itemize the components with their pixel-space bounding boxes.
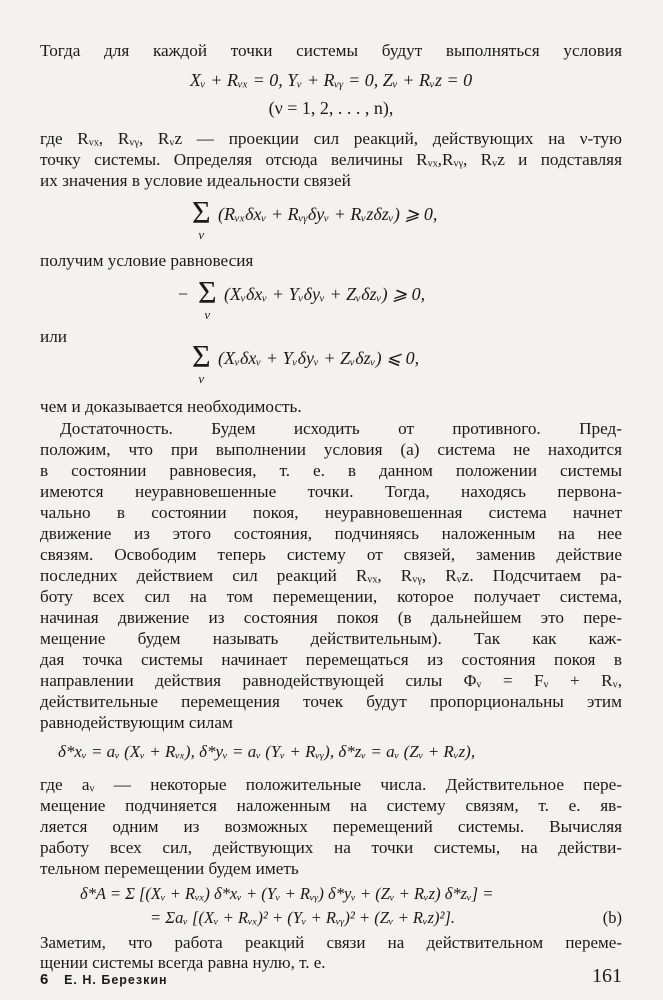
- text-line: связям. Освободим теперь систему от связей, заменив действие: [40, 545, 622, 564]
- equation-equilibrium-condition-alt: [40, 340, 622, 390]
- author-name: Е. Н. Березкин: [64, 973, 168, 987]
- text-line: боту всех сил на том перемещении, которое получает система,: [40, 587, 622, 606]
- signature-mark: 6: [40, 971, 49, 988]
- text-line: щении системы всегда равна нулю, т. е.: [40, 953, 326, 972]
- text-line: последних действием сил реакций Rᵥₓ, Rᵥᵧ, Rᵥz. Подсчитаем ра-: [40, 566, 622, 585]
- text-line: ляется одним из возможных перемещений системы. Вычисляя: [40, 817, 622, 836]
- sum-symbol: Σ ν: [192, 338, 211, 386]
- text-line: мещение подчиняется наложенным на систему связям, т. е. яв-: [40, 796, 622, 815]
- text-line: имеются неуравновешенные точки. Тогда, находясь первона-: [40, 482, 622, 501]
- text-line: получим условие равновесия: [40, 251, 254, 270]
- text-line: направлении действия равнодействующей силы Φᵥ = Fᵥ + Rᵥ,: [40, 671, 622, 690]
- text-line: или: [40, 327, 67, 346]
- text-line: дая точка системы начинает перемещаться из состояния покоя в: [40, 650, 622, 669]
- equation-body: (Xᵥδxᵥ + Yᵥδyᵥ + Zᵥδzᵥ) ⩾ 0,: [224, 284, 426, 304]
- text-line: действительные перемещения точек будут пропорциональны этим: [40, 692, 622, 711]
- equation-body: = Σaᵥ [(Xᵥ + Rᵥₓ)² + (Yᵥ + Rᵥᵧ)² + (Zᵥ + Rᵥz)²].: [150, 908, 456, 927]
- equation-tag: (b): [602, 908, 622, 927]
- text-line: мещение будем называть действительным). Так как каж-: [40, 629, 622, 648]
- text-line: начиная движение из состояния покоя (в дальнейшем это пере-: [40, 608, 622, 627]
- equation-equilibrium-condition: [40, 276, 622, 326]
- sum-symbol: Σ ν: [192, 194, 211, 242]
- page-number: 161: [592, 965, 622, 987]
- text-line: работу всех сил, действующих на точки системы, на действи-: [40, 838, 622, 857]
- text-line: чально в состоянии покоя, неуравновешенная система начнет: [40, 503, 622, 522]
- equation-ideal-constraints: [40, 196, 622, 246]
- text-line: движение из этого состояния, подчиняясь наложенным на нее: [40, 524, 622, 543]
- text-line: где Rᵥₓ, Rᵥᵧ, Rᵥz — проекции сил реакций, действующих на ν-тую: [40, 129, 622, 148]
- equation-work-line2: [150, 906, 622, 930]
- text-line: равнодействующим силам: [40, 713, 233, 732]
- text-line: положим, что при выполнении условия (а) система не находится: [40, 440, 622, 459]
- text-line: где aᵥ — некоторые положительные числа. Действительное пере-: [40, 775, 622, 794]
- equation-body: (Xᵥδxᵥ + Yᵥδyᵥ + Zᵥδzᵥ) ⩽ 0,: [218, 348, 420, 368]
- sum-symbol: Σ ν: [198, 274, 217, 322]
- equation-actual-displacements: δ*xᵥ = aᵥ (Xᵥ + Rᵥₓ), δ*yᵥ = aᵥ (Yᵥ + Rᵥᵧ), δ*zᵥ = aᵥ (Zᵥ + Rᵥz),: [58, 742, 476, 761]
- equation-body: (Rᵥₓδxᵥ + Rᵥᵧδyᵥ + Rᵥzδzᵥ) ⩾ 0,: [218, 204, 438, 224]
- equation-work-line1: δ*A = Σ [(Xᵥ + Rᵥₓ) δ*xᵥ + (Yᵥ + Rᵥᵧ) δ*yᵥ + (Zᵥ + Rᵥz) δ*zᵥ] =: [80, 884, 494, 903]
- text-line: точку системы. Определяя отсюда величины Rᵥₓ,Rᵥᵧ, Rᵥz и подставляя: [40, 150, 622, 169]
- text-line: Тогда для каждой точки системы будут выполняться условия: [40, 41, 622, 60]
- text-line: чем и доказывается необходимость.: [40, 397, 302, 416]
- text-line: Заметим, что работа реакций связи на действительном переме-: [40, 933, 622, 952]
- equation-index-range: (ν = 1, 2, . . . , n),: [268, 98, 394, 118]
- text-line: Достаточность. Будем исходить от противного. Пред-: [60, 419, 622, 438]
- minus-sign: −: [178, 284, 189, 304]
- text-line: тельном перемещении будем иметь: [40, 859, 299, 878]
- text-line: их значения в условие идеальности связей: [40, 171, 351, 190]
- equation-equilibrium: Xᵥ + Rᵥₓ = 0, Yᵥ + Rᵥᵧ = 0, Zᵥ + Rᵥz = 0: [189, 70, 473, 90]
- text-line: в состоянии равновесия, т. е. в данном положении системы: [40, 461, 622, 480]
